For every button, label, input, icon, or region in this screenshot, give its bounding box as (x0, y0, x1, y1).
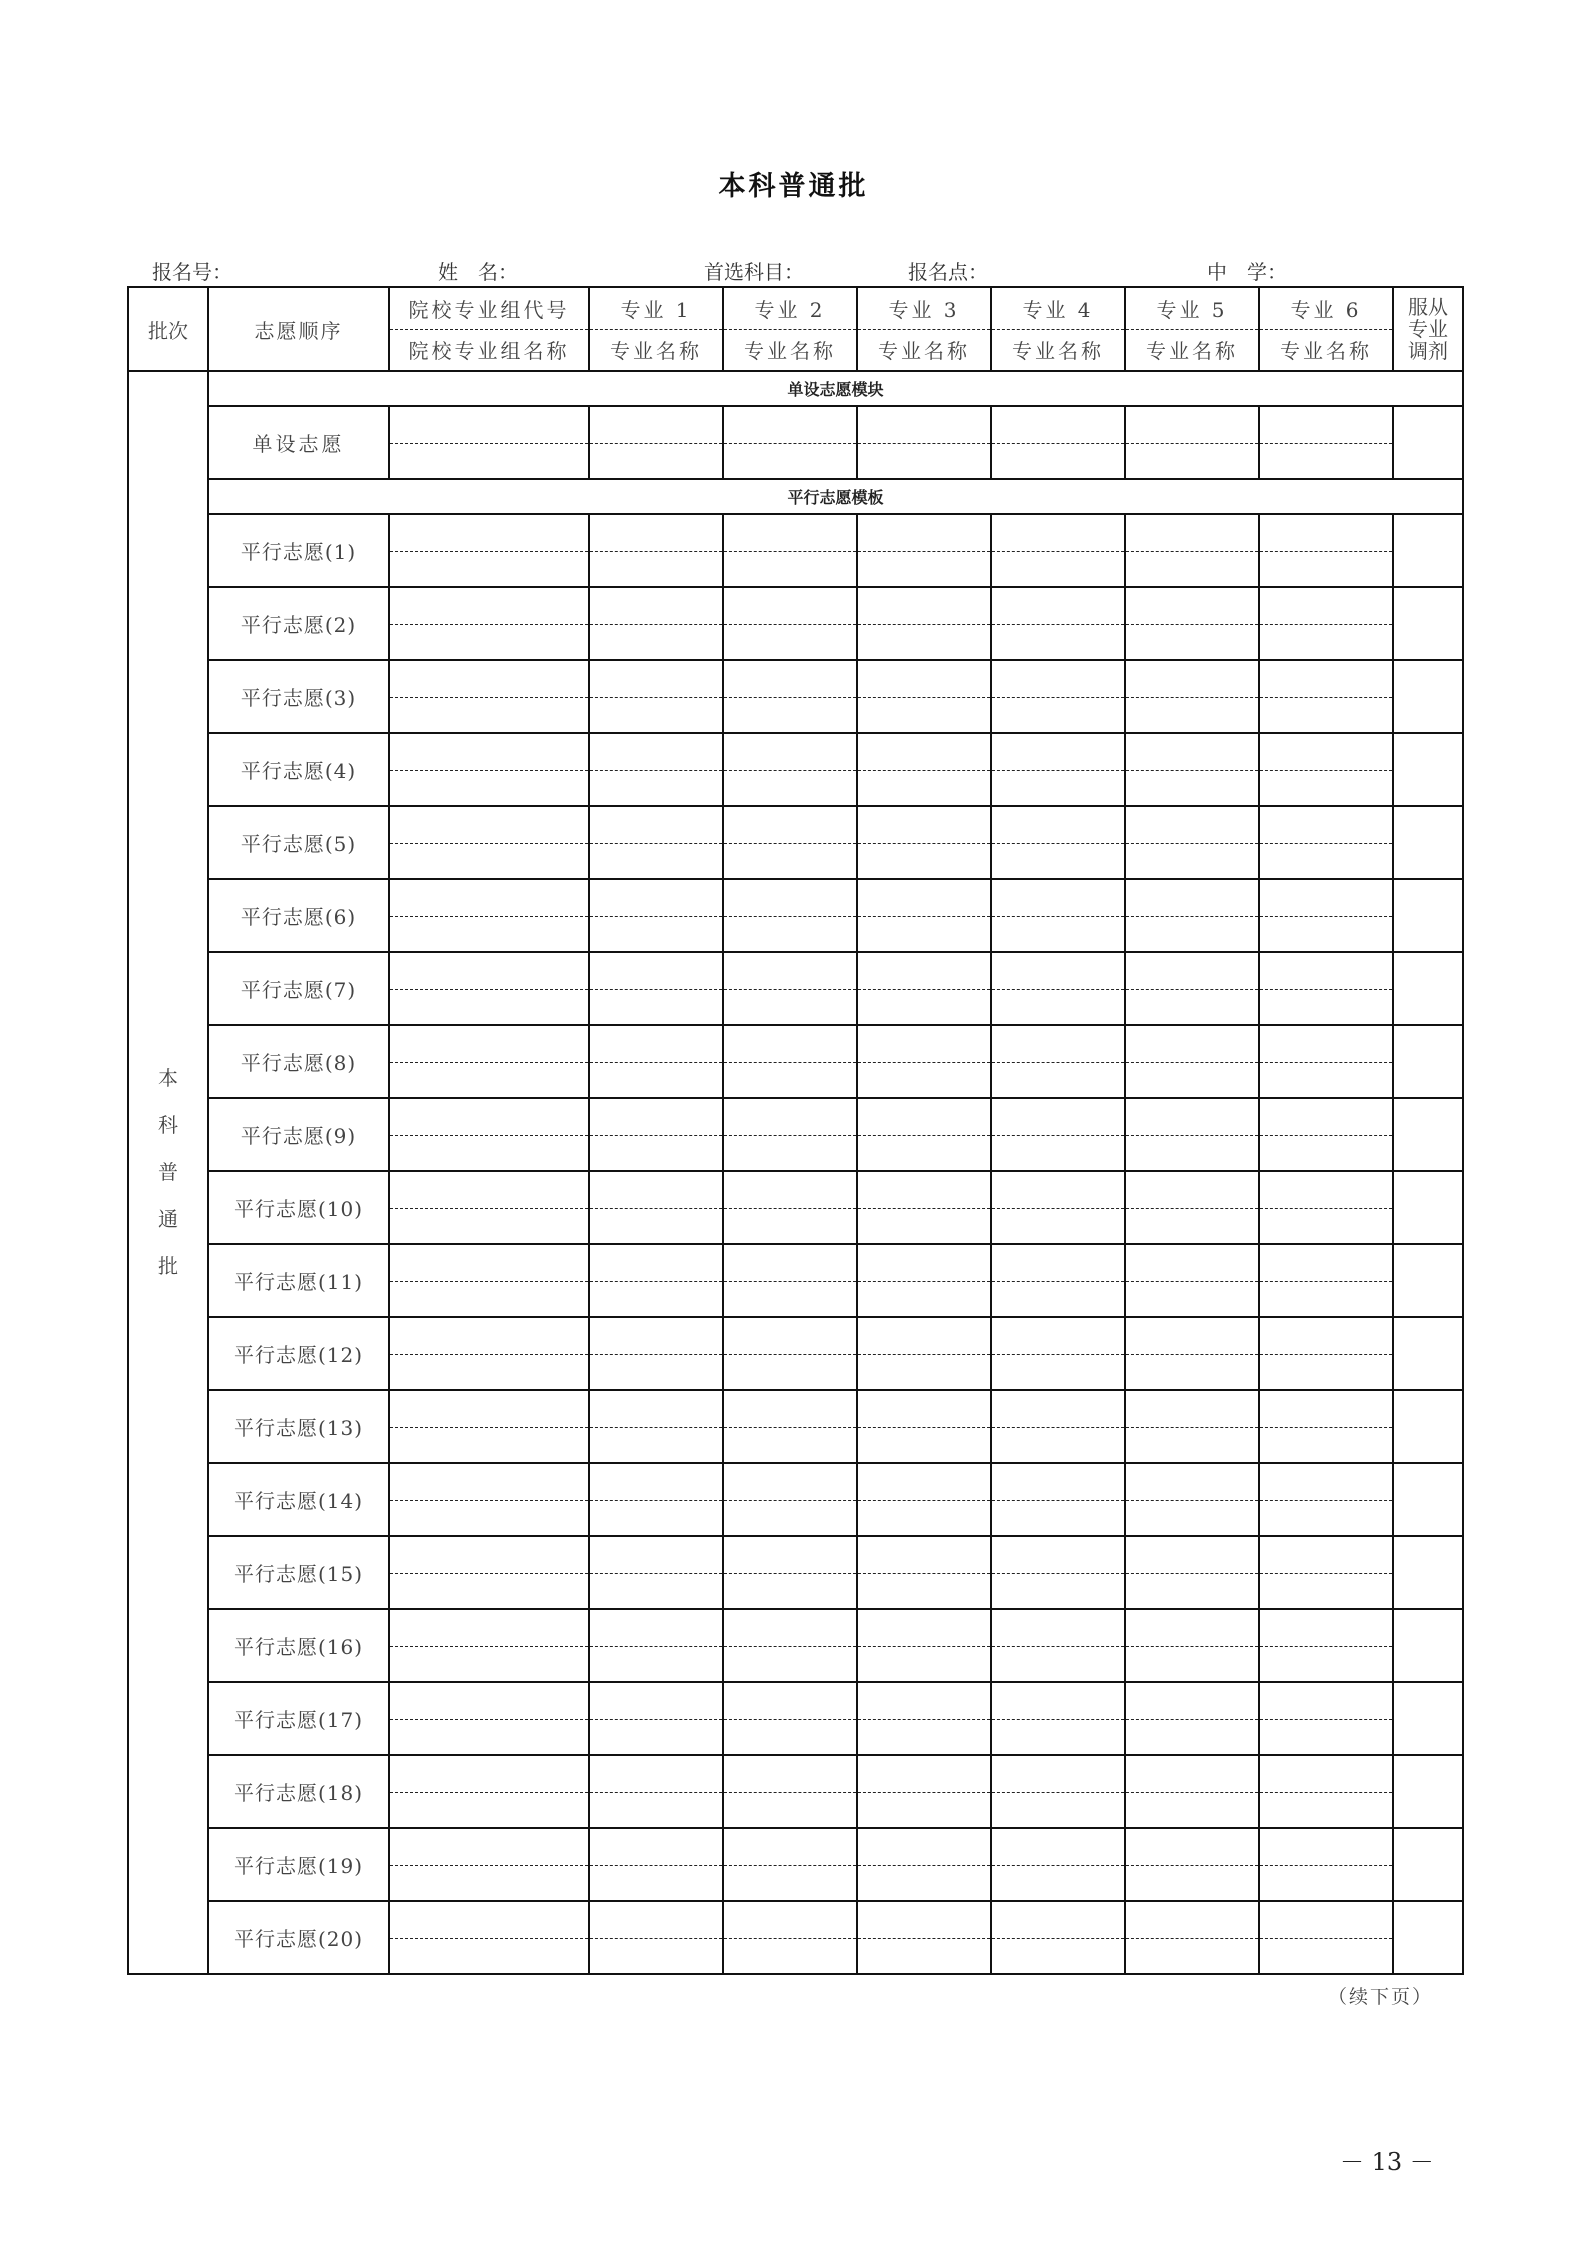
major-4-name-label: 专业名称 (1012, 339, 1104, 364)
major-entry-field[interactable] (857, 1755, 991, 1828)
registration-site-label: 报名点： (908, 260, 988, 284)
major-entry-field[interactable] (1125, 1536, 1259, 1609)
parallel-row-label: 平行志愿(1) (208, 514, 389, 587)
major-entry-field[interactable] (1259, 1390, 1393, 1463)
major-entry-field[interactable] (723, 1828, 857, 1901)
batch-char: 本 (158, 1066, 178, 1090)
parallel-row-label: 平行志愿(7) (208, 952, 389, 1025)
adjust-entry-field[interactable] (1393, 514, 1463, 587)
header-major-1 (589, 287, 723, 371)
group-entry-field[interactable] (389, 1317, 589, 1390)
parallel-row-label: 平行志愿(20) (208, 1901, 389, 1974)
major-entry-field[interactable] (991, 879, 1125, 952)
major-entry-field[interactable] (589, 1609, 723, 1682)
adjust-entry-field[interactable] (1393, 952, 1463, 1025)
adjust-entry-field[interactable] (1393, 806, 1463, 879)
adjust-entry-field[interactable] (1393, 733, 1463, 806)
group-entry-field[interactable] (389, 514, 589, 587)
parallel-application-row (128, 806, 1463, 879)
major-entry-field[interactable] (589, 806, 723, 879)
major-entry-field[interactable] (857, 1390, 991, 1463)
major-entry-field[interactable] (857, 1609, 991, 1682)
major-entry-field[interactable] (857, 1828, 991, 1901)
major-entry-field[interactable] (1125, 1755, 1259, 1828)
major-entry-field[interactable] (991, 660, 1125, 733)
major-3-name-label: 专业名称 (878, 339, 970, 364)
major-entry-field[interactable] (1259, 879, 1393, 952)
adjust-entry-field[interactable] (1393, 1828, 1463, 1901)
group-entry-field[interactable] (389, 1755, 589, 1828)
adjust-entry-field[interactable] (1393, 1317, 1463, 1390)
major-entry-field[interactable] (589, 660, 723, 733)
major-entry-field[interactable] (1259, 1244, 1393, 1317)
parallel-application-row (128, 1682, 1463, 1755)
preferred-subject-label: 首选科目： (704, 260, 804, 284)
header-major-6 (1259, 287, 1393, 371)
major-1-label: 专业 1 (590, 288, 722, 330)
header-major-3 (857, 287, 991, 371)
parallel-application-row (128, 1463, 1463, 1536)
group-entry-field[interactable] (389, 733, 589, 806)
major-entry-field[interactable] (1125, 514, 1259, 587)
major-entry-field[interactable] (1259, 1536, 1393, 1609)
header-major-5 (1125, 287, 1259, 371)
parallel-application-row (128, 1171, 1463, 1244)
major-entry-field[interactable] (1125, 1609, 1259, 1682)
single-application-row (128, 406, 1463, 479)
group-entry-field[interactable] (389, 1244, 589, 1317)
major-entry-field[interactable] (1125, 1025, 1259, 1098)
major-entry-field[interactable] (991, 406, 1125, 479)
parallel-row-label: 平行志愿(6) (208, 879, 389, 952)
continued-note: （续下页） (1328, 1986, 1434, 2008)
major-entry-field[interactable] (589, 1098, 723, 1171)
major-entry-field[interactable] (991, 1755, 1125, 1828)
group-entry-field[interactable] (389, 1682, 589, 1755)
major-entry-field[interactable] (1125, 1244, 1259, 1317)
header-group (389, 287, 589, 371)
major-entry-field[interactable] (857, 806, 991, 879)
adjust-entry-field[interactable] (1393, 1609, 1463, 1682)
group-entry-field[interactable] (389, 1463, 589, 1536)
parallel-application-row (128, 1828, 1463, 1901)
parallel-row-label: 平行志愿(3) (208, 660, 389, 733)
major-entry-field[interactable] (1125, 660, 1259, 733)
parallel-row-label: 平行志愿(15) (208, 1536, 389, 1609)
major-entry-field[interactable] (1259, 1828, 1393, 1901)
major-entry-field[interactable] (589, 514, 723, 587)
parallel-application-row (128, 1901, 1463, 1974)
major-entry-field[interactable] (723, 879, 857, 952)
major-entry-field[interactable] (857, 1244, 991, 1317)
header-major-4 (991, 287, 1125, 371)
major-entry-field[interactable] (1125, 952, 1259, 1025)
major-entry-field[interactable] (589, 952, 723, 1025)
major-entry-field[interactable] (1259, 1901, 1393, 1974)
major-entry-field[interactable] (857, 1317, 991, 1390)
header-group-code: 院校专业组代号 (390, 288, 588, 330)
major-entry-field[interactable] (723, 1171, 857, 1244)
major-entry-field[interactable] (723, 1025, 857, 1098)
major-entry-field[interactable] (991, 952, 1125, 1025)
major-entry-field[interactable] (991, 1098, 1125, 1171)
major-entry-field[interactable] (857, 406, 991, 479)
major-entry-field[interactable] (1259, 1682, 1393, 1755)
major-entry-field[interactable] (723, 1609, 857, 1682)
parallel-row-label: 平行志愿(11) (208, 1244, 389, 1317)
name-label: 姓 名： (438, 260, 518, 284)
major-entry-field[interactable] (723, 1901, 857, 1974)
adjust-entry-field[interactable] (1393, 1390, 1463, 1463)
major-entry-field[interactable] (723, 1317, 857, 1390)
parallel-application-row (128, 952, 1463, 1025)
parallel-row-label: 平行志愿(10) (208, 1171, 389, 1244)
batch-name-cell (128, 371, 208, 1974)
major-entry-field[interactable] (857, 1536, 991, 1609)
section-parallel-title: 平行志愿模板 (208, 479, 1463, 514)
major-2-name-label: 专业名称 (744, 339, 836, 364)
major-entry-field[interactable] (991, 1244, 1125, 1317)
parallel-row-label: 平行志愿(4) (208, 733, 389, 806)
major-entry-field[interactable] (991, 1828, 1125, 1901)
major-entry-field[interactable] (589, 1244, 723, 1317)
major-3-label: 专业 3 (858, 288, 990, 330)
adjust-entry-field[interactable] (1393, 1244, 1463, 1317)
major-entry-field[interactable] (991, 587, 1125, 660)
major-entry-field[interactable] (1125, 1463, 1259, 1536)
adjust-entry-field[interactable] (1393, 406, 1463, 479)
parallel-row-label: 平行志愿(16) (208, 1609, 389, 1682)
major-entry-field[interactable] (723, 733, 857, 806)
major-entry-field[interactable] (991, 1390, 1125, 1463)
parallel-row-label: 平行志愿(17) (208, 1682, 389, 1755)
major-entry-field[interactable] (1125, 1682, 1259, 1755)
major-6-name-label: 专业名称 (1280, 339, 1372, 364)
major-entry-field[interactable] (857, 587, 991, 660)
adjust-line-3: 调剂 (1408, 339, 1448, 363)
batch-char: 批 (158, 1254, 178, 1278)
adjust-entry-field[interactable] (1393, 1901, 1463, 1974)
major-entry-field[interactable] (1259, 1171, 1393, 1244)
major-entry-field[interactable] (589, 1682, 723, 1755)
group-entry-field[interactable] (389, 1171, 589, 1244)
section-row-single (128, 371, 1463, 406)
adjust-entry-field[interactable] (1393, 1682, 1463, 1755)
major-entry-field[interactable] (1259, 1609, 1393, 1682)
parallel-application-row (128, 1755, 1463, 1828)
application-form-table (127, 286, 1464, 1975)
parallel-application-row (128, 733, 1463, 806)
adjust-entry-field[interactable] (1393, 1098, 1463, 1171)
major-5-name-label: 专业名称 (1146, 339, 1238, 364)
parallel-application-row (128, 1609, 1463, 1682)
major-entry-field[interactable] (991, 1901, 1125, 1974)
parallel-application-row (128, 1536, 1463, 1609)
major-entry-field[interactable] (991, 1171, 1125, 1244)
major-entry-field[interactable] (1259, 1755, 1393, 1828)
header-adjust (1393, 287, 1463, 371)
major-entry-field[interactable] (857, 514, 991, 587)
adjust-entry-field[interactable] (1393, 1463, 1463, 1536)
adjust-entry-field[interactable] (1393, 1755, 1463, 1828)
major-entry-field[interactable] (1259, 806, 1393, 879)
major-entry-field[interactable] (723, 1755, 857, 1828)
major-entry-field[interactable] (1125, 1317, 1259, 1390)
header-order: 志愿顺序 (208, 287, 389, 371)
major-entry-field[interactable] (1259, 587, 1393, 660)
major-entry-field[interactable] (1259, 406, 1393, 479)
group-entry-field[interactable] (389, 1609, 589, 1682)
major-entry-field[interactable] (1259, 660, 1393, 733)
major-entry-field[interactable] (589, 1317, 723, 1390)
major-entry-field[interactable] (589, 1828, 723, 1901)
parallel-row-label: 平行志愿(19) (208, 1828, 389, 1901)
major-6-label: 专业 6 (1260, 288, 1392, 330)
single-row-label: 单设志愿 (208, 406, 389, 479)
major-entry-field[interactable] (991, 1317, 1125, 1390)
group-entry-field[interactable] (389, 1828, 589, 1901)
header-major-2 (723, 287, 857, 371)
major-entry-field[interactable] (1125, 1828, 1259, 1901)
major-entry-field[interactable] (723, 514, 857, 587)
major-entry-field[interactable] (589, 587, 723, 660)
parallel-application-row (128, 1317, 1463, 1390)
major-entry-field[interactable] (723, 952, 857, 1025)
major-4-label: 专业 4 (992, 288, 1124, 330)
major-entry-field[interactable] (1259, 1098, 1393, 1171)
group-entry-field[interactable] (389, 806, 589, 879)
group-entry-field[interactable] (389, 587, 589, 660)
parallel-row-label: 平行志愿(5) (208, 806, 389, 879)
major-entry-field[interactable] (1125, 1098, 1259, 1171)
parallel-application-row (128, 514, 1463, 587)
high-school-label: 中 学： (1207, 260, 1287, 284)
major-5-label: 专业 5 (1126, 288, 1258, 330)
parallel-row-label: 平行志愿(12) (208, 1317, 389, 1390)
major-entry-field[interactable] (857, 1682, 991, 1755)
major-entry-field[interactable] (1125, 406, 1259, 479)
major-entry-field[interactable] (723, 587, 857, 660)
group-entry-field[interactable] (389, 1536, 589, 1609)
adjust-line-1: 服从 (1408, 295, 1448, 319)
major-2-label: 专业 2 (724, 288, 856, 330)
batch-char: 普 (158, 1160, 178, 1184)
major-entry-field[interactable] (857, 733, 991, 806)
major-entry-field[interactable] (1125, 879, 1259, 952)
parallel-application-row (128, 879, 1463, 952)
major-entry-field[interactable] (723, 1463, 857, 1536)
major-entry-field[interactable] (589, 733, 723, 806)
group-entry-field[interactable] (389, 1098, 589, 1171)
major-entry-field[interactable] (857, 660, 991, 733)
major-entry-field[interactable] (857, 879, 991, 952)
major-entry-field[interactable] (723, 406, 857, 479)
major-entry-field[interactable] (723, 1682, 857, 1755)
group-entry-field[interactable] (389, 879, 589, 952)
major-entry-field[interactable] (1259, 1025, 1393, 1098)
major-entry-field[interactable] (589, 1171, 723, 1244)
major-entry-field[interactable] (857, 1171, 991, 1244)
major-entry-field[interactable] (991, 1609, 1125, 1682)
parallel-application-row (128, 1390, 1463, 1463)
major-entry-field[interactable] (723, 1390, 857, 1463)
group-entry-field[interactable] (389, 1390, 589, 1463)
major-entry-field[interactable] (723, 1244, 857, 1317)
major-entry-field[interactable] (991, 1536, 1125, 1609)
major-entry-field[interactable] (991, 806, 1125, 879)
major-entry-field[interactable] (589, 1025, 723, 1098)
section-single-title: 单设志愿模块 (208, 371, 1463, 406)
major-entry-field[interactable] (723, 1098, 857, 1171)
header-row (128, 287, 1463, 371)
major-entry-field[interactable] (1125, 1390, 1259, 1463)
major-entry-field[interactable] (589, 1390, 723, 1463)
major-entry-field[interactable] (991, 1682, 1125, 1755)
section-row-parallel (128, 479, 1463, 514)
major-entry-field[interactable] (1259, 1317, 1393, 1390)
major-entry-field[interactable] (723, 660, 857, 733)
major-entry-field[interactable] (589, 879, 723, 952)
parallel-row-label: 平行志愿(18) (208, 1755, 389, 1828)
adjust-entry-field[interactable] (1393, 587, 1463, 660)
parallel-application-row (128, 1025, 1463, 1098)
major-entry-field[interactable] (857, 952, 991, 1025)
parallel-row-label: 平行志愿(9) (208, 1098, 389, 1171)
batch-char: 通 (158, 1207, 178, 1231)
batch-char: 科 (158, 1113, 178, 1137)
parallel-row-label: 平行志愿(14) (208, 1463, 389, 1536)
major-entry-field[interactable] (1125, 587, 1259, 660)
group-entry-field[interactable] (389, 952, 589, 1025)
major-1-name-label: 专业名称 (610, 339, 702, 364)
major-entry-field[interactable] (857, 1098, 991, 1171)
major-entry-field[interactable] (1125, 733, 1259, 806)
adjust-entry-field[interactable] (1393, 1536, 1463, 1609)
major-entry-field[interactable] (857, 1463, 991, 1536)
major-entry-field[interactable] (991, 1025, 1125, 1098)
major-entry-field[interactable] (1259, 1463, 1393, 1536)
major-entry-field[interactable] (589, 1901, 723, 1974)
parallel-row-label: 平行志愿(8) (208, 1025, 389, 1098)
parallel-application-row (128, 660, 1463, 733)
major-entry-field[interactable] (991, 1463, 1125, 1536)
registration-number-label: 报名号： (152, 260, 232, 284)
header-batch: 批次 (128, 287, 208, 371)
page-title: 本科普通批 (718, 171, 869, 202)
parallel-application-row (128, 1244, 1463, 1317)
major-entry-field[interactable] (589, 406, 723, 479)
adjust-line-2: 专业 (1408, 317, 1448, 341)
major-entry-field[interactable] (1259, 733, 1393, 806)
major-entry-field[interactable] (1125, 806, 1259, 879)
group-entry-field[interactable] (389, 1025, 589, 1098)
adjust-entry-field[interactable] (1393, 660, 1463, 733)
major-entry-field[interactable] (1125, 1901, 1259, 1974)
major-entry-field[interactable] (589, 1536, 723, 1609)
major-entry-field[interactable] (589, 1463, 723, 1536)
major-entry-field[interactable] (723, 806, 857, 879)
major-entry-field[interactable] (589, 1755, 723, 1828)
major-entry-field[interactable] (1125, 1171, 1259, 1244)
major-entry-field[interactable] (991, 514, 1125, 587)
adjust-entry-field[interactable] (1393, 1171, 1463, 1244)
group-entry-field[interactable] (389, 1901, 589, 1974)
parallel-application-row (128, 587, 1463, 660)
parallel-application-row (128, 1098, 1463, 1171)
adjust-entry-field[interactable] (1393, 1025, 1463, 1098)
parallel-row-label: 平行志愿(13) (208, 1390, 389, 1463)
major-entry-field[interactable] (991, 733, 1125, 806)
major-entry-field[interactable] (857, 1025, 991, 1098)
major-entry-field[interactable] (723, 1536, 857, 1609)
major-entry-field[interactable] (1259, 514, 1393, 587)
header-group-name: 院校专业组名称 (408, 339, 570, 364)
group-entry-field[interactable] (389, 660, 589, 733)
group-entry-field[interactable] (389, 406, 589, 479)
major-entry-field[interactable] (1259, 952, 1393, 1025)
page-number: － 13 － (1340, 2148, 1434, 2176)
adjust-entry-field[interactable] (1393, 879, 1463, 952)
parallel-row-label: 平行志愿(2) (208, 587, 389, 660)
major-entry-field[interactable] (857, 1901, 991, 1974)
